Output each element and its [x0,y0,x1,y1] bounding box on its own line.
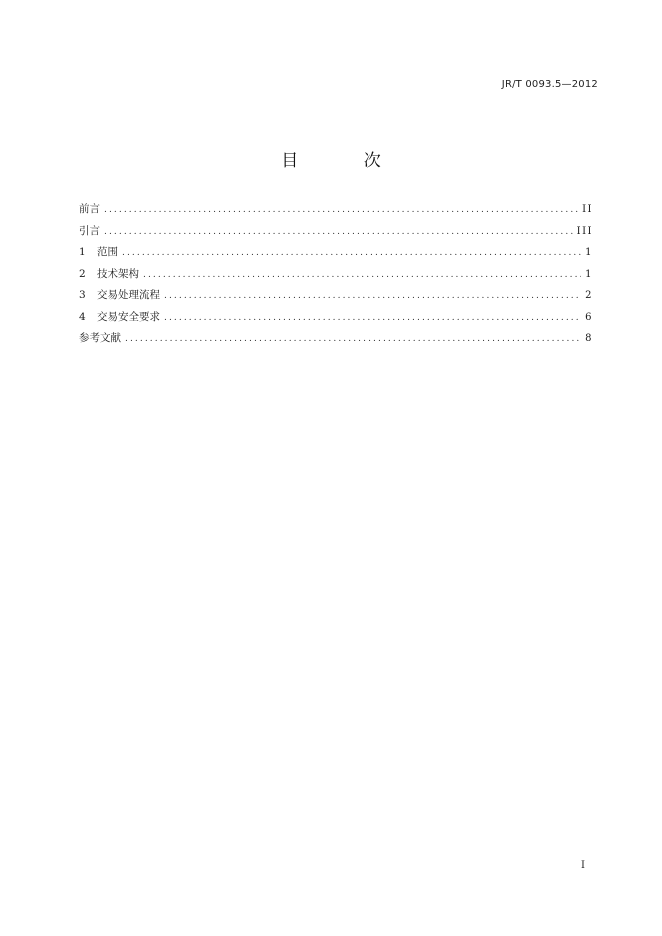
toc-entry-transaction-flow[interactable] [79,285,593,307]
table-of-contents [79,199,593,350]
toc-entry-label: 前言 [79,203,100,215]
page-number: I [581,860,585,871]
document-number-header: JR/T 0093.5—2012 [501,79,598,90]
toc-entry-label: 交易安全要求 [97,310,160,323]
toc-entry-page: 2 [585,290,593,301]
toc-entry-page: 6 [585,311,593,323]
toc-dot-leader [104,200,578,222]
toc-entry-foreword[interactable] [79,199,593,221]
toc-entry-transaction-security[interactable] [79,307,593,329]
toc-entry-references[interactable] [79,328,593,350]
toc-entry-page: 1 [585,268,593,280]
toc-entry-introduction[interactable] [79,221,593,243]
toc-entry-page: 1 [585,247,593,258]
toc-dot-leader [143,265,581,287]
toc-entry-label: 参考文献 [79,332,121,344]
toc-entry-label: 范围 [97,246,118,258]
toc-entry-page: 8 [585,333,593,344]
toc-dot-leader [125,329,581,351]
toc-entry-technical-architecture[interactable] [79,264,593,286]
toc-entry-number: 1 [79,246,86,258]
toc-entry-scope[interactable] [79,242,593,264]
toc-entry-label: 引言 [79,224,100,237]
toc-dot-leader [164,308,581,330]
toc-dot-leader [104,222,573,244]
toc-dot-leader [122,243,581,265]
toc-entry-label: 技术架构 [97,267,139,280]
toc-entry-page: III [576,225,593,237]
toc-entry-number: 4 [79,310,86,323]
toc-entry-page: II [582,204,593,215]
toc-entry-number: 3 [79,289,86,301]
toc-entry-label: 交易处理流程 [97,289,160,301]
toc-dot-leader [164,286,581,308]
toc-entry-number: 2 [79,267,86,280]
toc-title: 目 次 [281,151,411,171]
